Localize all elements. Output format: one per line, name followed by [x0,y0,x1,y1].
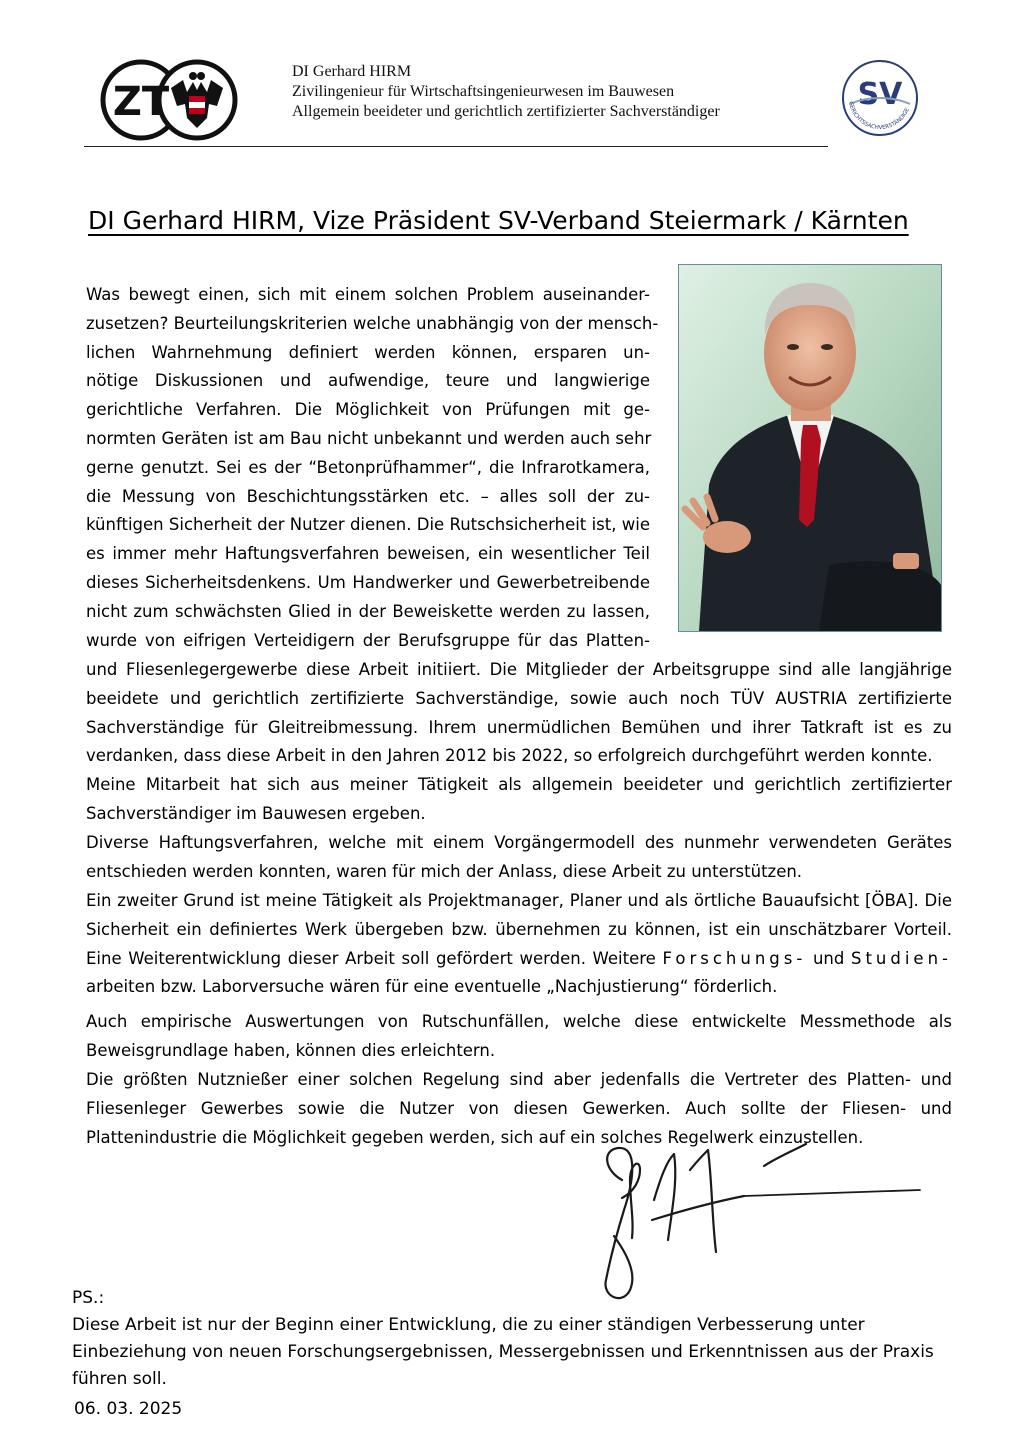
text-line: Sicherheit ein definiertes Werk übergeben bzw. übernehmen zu können, ist ein unschätzbarer Vorteil. [86,919,952,939]
text-line: Ein zweiter Grund ist meine Tätigkeit als Projektmanager, Planer und als örtliche Bauaufsicht [ÖBA]. Die [86,891,952,910]
letterhead-name: DI Gerhard HIRM [292,63,412,80]
paragraph-liability [86,829,952,887]
text-line: verdanken, dass diese Arbeit in den Jahren 2012 bis 2022, so erfolgreich durchgeführt werden konnte. [86,746,933,766]
text-line: Beweisgrundlage haben, können dies erleichtern. [86,1040,496,1060]
text-line: und Fliesenlegergewerbe diese Arbeit initiiert. Die Mitglieder der Arbeitsgruppe sind alle langjährige [86,660,952,679]
zt-eagle-logo-icon [99,58,239,142]
text-line: wurde von eifrigen Verteidigern der Berufsgruppe für das Platten- [86,630,650,650]
letterhead-header [0,0,1024,150]
text-line: Sachverständige für Gleitreibmessung. Ihrem unermüdlichen Bemühen und ihrer Tatkraft ist es zu [86,717,952,737]
paragraph-intro-continued [86,656,952,771]
ps-line: führen soll. [72,1369,167,1389]
text-line: die Messung von Beschichtungsstärken etc. – alles soll der zu- [86,486,650,506]
text-line: arbeiten bzw. Laborversuche wären für eine eventuelle „Nachjustierung“ förderlich. [86,977,778,997]
text-line: gerichtliche Verfahren. Die Möglichkeit von Prüfungen mit ge- [86,400,650,420]
paragraph-contribution [86,771,952,829]
ps-label: PS.: [72,1288,105,1308]
page-title: DI Gerhard HIRM, Vize Präsident SV-Verband Steiermark / Kärnten [88,206,909,235]
text-line: entschieden werden konnten, waren für mich der Anlass, diese Arbeit zu unterstützen. [86,861,803,881]
text-fragment-spaced: Studien- [850,948,952,968]
text-line: Plattenindustrie die Möglichkeit gegeben werden, sich auf ein solches Regelwerk einzustellen. [86,1127,864,1147]
ps-line: Diese Arbeit ist nur der Beginn einer Entwicklung, die zu einer ständigen Verbesserung unter [72,1315,865,1335]
text-fragment: Eine Weiterentwicklung dieser Arbeit soll gefördert werden. Weitere [86,948,656,968]
text-line: Was bewegt einen, sich mit einem solchen Problem auseinander- [86,285,650,304]
text-fragment-spaced: Forschungs- [662,948,807,968]
paragraph-empirical [86,1008,952,1066]
zt-logo-text: ZT [112,79,170,125]
ps-line: Einbeziehung von neuen Forschungsergebnissen, Messergebnissen und Erkenntnissen aus der Praxis [72,1342,934,1362]
text-line: nötige Diskussionen und aufwendige, teure und langwierige [86,371,650,391]
header-divider [84,146,828,147]
text-line: künftigen Sicherheit der Nutzer dienen. Die Rutschsicherheit ist, wie [86,515,650,535]
text-line: es immer mehr Haftungsverfahren beweisen, ein wesentlicher Teil [86,544,650,564]
sv-logo-ring-text: GERICHTSSACHVERSTÄNDIGE [847,101,911,132]
sv-logo-text: SV [857,77,903,112]
text-line: Fliesenleger Gewerbes sowie die Nutzer von diesen Gewerken. Auch sollte der Fliesen- und [86,1098,952,1118]
text-line: zusetzen? Beurteilungskriterien welche unabhängig von der mensch- [86,313,659,333]
text-line: dieses Sicherheitsdenkens. Um Handwerker und Gewerbetreibende [86,572,650,592]
letterhead-text [292,62,720,122]
portrait-icon [679,265,941,631]
text-line: nicht zum schwächsten Glied in der Beweiskette werden zu lassen, [86,601,650,621]
letterhead-certification: Allgemein beeideter und gerichtlich zertifizierter Sachverständiger [292,103,720,120]
letterhead-profession: Zivilingenieur für Wirtschaftsingenieurwesen im Bauwesen [292,83,675,100]
text-line: lichen Wahrnehmung definiert werden können, ersparen un- [86,342,650,362]
text-line: Auch empirische Auswertungen von Rutschunfällen, welche diese entwickelte Messmethode als [86,1012,952,1031]
text-line: Die größten Nutznießer einer solchen Regelung sind aber jedenfalls die Vertreter des Platten- und [86,1070,952,1089]
sv-seal-logo-icon [840,58,920,138]
portrait-photo [678,264,942,632]
text-line: Meine Mitarbeit hat sich aus meiner Tätigkeit als allgemein beeideter und gerichtlich zertifizierter [86,775,952,794]
text-line: gerne genutzt. Sei es der “Betonprüfhammer“, die Infrarotkamera, [86,457,650,477]
document-date: 06. 03. 2025 [74,1399,183,1419]
paragraph-project-management [86,887,952,1002]
text-line: beeidete und gerichtlich zertifizierte Sachverständige, sowie auch noch TÜV AUSTRIA zertifizierte [86,688,952,708]
text-line: Diverse Haftungsverfahren, welche mit einem Vorgängermodell des nunmehr verwendeten Gerätes [86,833,952,852]
postscript [72,1285,952,1393]
text-fragment: und [812,948,845,968]
text-line: Sachverständiger im Bauwesen ergeben. [86,803,426,823]
text-line-development [86,945,952,974]
text-line: normten Geräten ist am Bau nicht unbekannt und werden auch sehr [86,428,652,448]
paragraph-intro [86,281,659,655]
